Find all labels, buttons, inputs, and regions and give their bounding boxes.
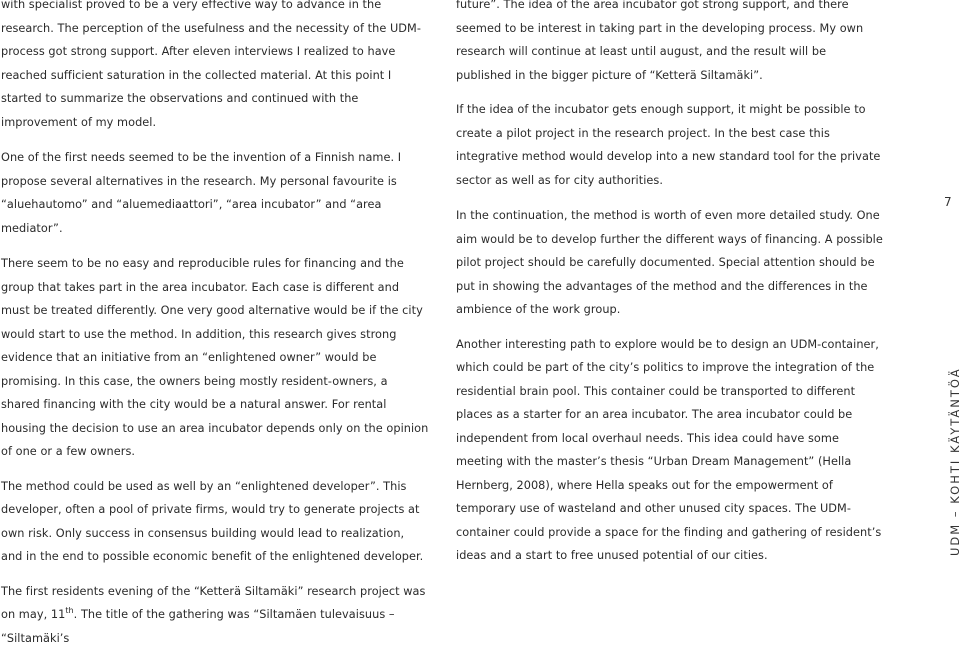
right-paragraph-4: Another interesting path to explore would be to design an UDM-container, which could be part of the city’s politics to improve the integration of the residential brain pool. This container could be transported to different places as a starter for an area incubator. The area incubator could be independent from local overhaul needs. This idea could have some meeting with the master’s thesis “Urban Dream Management” (Hella Hernberg, 2008), where Hella speaks out for the empowerment of temporary use of wasteland and other unused city spaces. The UDM-container could provide a space for the finding and gathering of resident’s ideas and a start to free unused potential of our cities. — [456, 333, 883, 568]
right-paragraph-2: If the idea of the incubator gets enough support, it might be possible to create a pilot project in the research project. In the best case this integrative method would develop into a new standard tool for the private sector as well as for city authorities. — [456, 98, 883, 192]
left-paragraph-3: There seem to be no easy and reproducible rules for financing and the group that takes part in the area incubator. Each case is different and must be treated differently. One very good alternative would be if the city would start to use the method. In addition, this research gives strong evidence that an initiative from an “enlightened owner” would be promising. In this case, the owners being mostly resident-owners, a shared financing with the city would be a natural answer. For rental housing the decision to use an area incubator depends only on the opinion of one or a few owners. — [1, 252, 429, 464]
right-paragraph-1: future”. The idea of the area incubator got strong support, and there seemed to be interest in taking part in the developing process. My own research will continue at least until august, and the result will be published in the bigger picture of “Ketterä Siltamäki”. — [456, 0, 883, 87]
right-paragraph-3: In the continuation, the method is worth of even more detailed study. One aim would be to develop further the different ways of financing. A possible pilot project should be carefully documented. Special attention should be put in showing the advantages of the method and the differences in the ambience of the work group. — [456, 204, 883, 322]
left-paragraph-5-text-b: . The title of the gathering was “Siltamäen tulevaisuus – “Siltamäki’s — [1, 608, 395, 645]
right-text-column — [456, 0, 883, 568]
running-head: UDM – KOHTI KÄYTÄNTÖÄ — [944, 367, 968, 556]
left-paragraph-2: One of the first needs seemed to be the invention of a Finnish name. I propose several alternatives in the research. My personal favourite is “aluehautomo” and “aluemediaattori”, “area incubator” and “area mediator”. — [1, 146, 429, 240]
left-text-column — [1, 0, 429, 650]
left-paragraph-5 — [1, 580, 429, 650]
left-paragraph-4: The method could be used as well by an “enlightened developer”. This developer, often a pool of private firms, would try to generate projects at own risk. Only success in consensus building would lead to realization, and in the end to possible economic benefit of the enlightened developer. — [1, 475, 429, 569]
page-number: 7 — [944, 191, 952, 215]
left-paragraph-5-text-a: The first residents evening of the “Ketterä Siltamäki” research project was on may, 11 — [1, 585, 425, 622]
left-paragraph-1: with specialist proved to be a very effective way to advance in the research. The perception of the usefulness and the necessity of the UDM-process got strong support. After eleven interviews I realized to have reached sufficient saturation in the collected material. At this point I started to summarize the observations and continued with the improvement of my model. — [1, 0, 429, 134]
ordinal-suffix: th — [65, 606, 73, 615]
